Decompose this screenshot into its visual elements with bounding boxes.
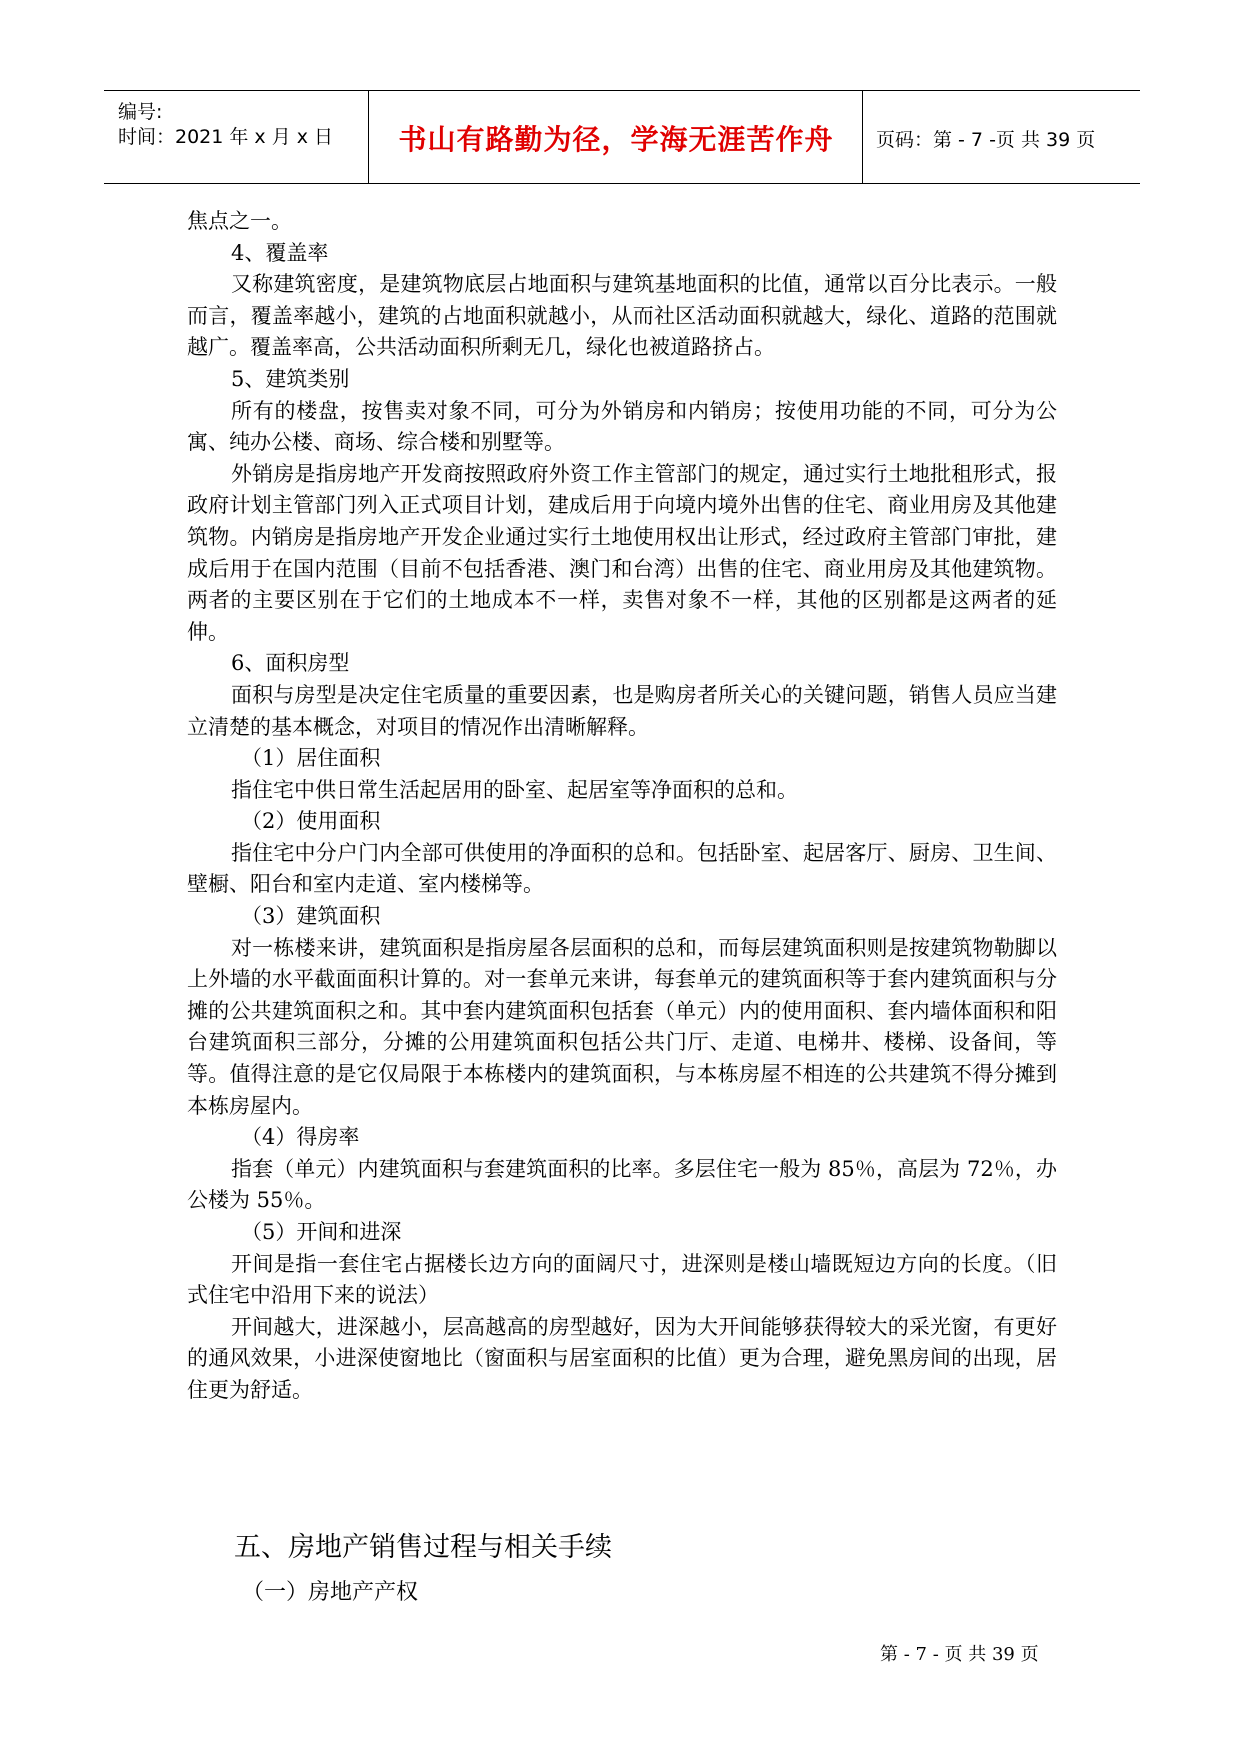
number-label: 编号: <box>118 101 163 123</box>
body-paragraph: 又称建筑密度，是建筑物底层占地面积与建筑基地面积的比值，通常以百分比表示。一般而言，覆盖率越小，建筑的占地面积就越小，从而社区活动面积就越大，绿化、道路的范围就越广。覆盖率高，公共活动面积所剩无几，绿化也被道路挤占。 <box>187 272 1057 360</box>
body-paragraph: 指住宅中供日常生活起居用的卧室、起居室等净面积的总和。 <box>231 777 798 802</box>
time-label: 时间：2021 年 x 月 x 日 <box>118 126 334 148</box>
body-paragraph: 面积与房型是决定住宅质量的重要因素，也是购房者所关心的关键问题，销售人员应当建立清楚的基本概念，对项目的情况作出清晰解释。 <box>187 682 1057 739</box>
page-footer: 第 - 7 - 页 共 39 页 <box>880 1644 1039 1665</box>
motto-text: 书山有路勤为径，学海无涯苦作舟 <box>398 123 834 156</box>
item-heading: （5）开间和进深 <box>241 1220 402 1244</box>
item-heading: 4、覆盖率 <box>231 240 329 265</box>
subsection-title: （一）房地产产权 <box>242 1580 419 1605</box>
header-left-cell <box>104 91 369 183</box>
header-right-cell <box>864 91 1140 183</box>
body-paragraph: 焦点之一。 <box>187 209 292 233</box>
item-heading: （3）建筑面积 <box>241 904 381 929</box>
body-paragraph: 外销房是指房地产开发商按照政府外资工作主管部门的规定，通过实行土地批租形式，报政府计划主管部门列入正式项目计划，建成后用于向境内境外出售的住宅、商业用房及其他建筑物。内销房是指房地产开发企业通过实行土地使用权出让形式，经过政府主管部门审批，建成后用于在国内范围（目前不包括香港、澳门和台湾）出售的住宅、商业用房及其他建筑物。两者的主要区别在于它们的土地成本不一样，卖售对象不一样，其他的区别都是这两者的延伸。 <box>187 461 1057 644</box>
body-paragraph: 对一栋楼来讲，建筑面积是指房屋各层面积的总和，而每层建筑面积则是按建筑物勒脚以上外墙的水平截面面积计算的。对一套单元来讲，每套单元的建筑面积等于套内建筑面积与分摊的公共建筑面积之和。其中套内建筑面积包括套（单元）内的使用面积、套内墙体面积和阳台建筑面积三部分，分摊的公用建筑面积包括公共门厅、走道、电梯井、楼梯、设备间，等等。值得注意的是它仅局限于本栋楼内的建筑面积，与本栋房屋不相连的公共建筑不得分摊到本栋房屋内。 <box>187 935 1057 1118</box>
item-heading: 6、面积房型 <box>231 651 350 676</box>
body-paragraph: 指套（单元）内建筑面积与套建筑面积的比率。多层住宅一般为 85％，高层为 72％，办公楼为 55％。 <box>187 1156 1057 1213</box>
page-code: 页码：第 - 7 -页 共 39 页 <box>876 129 1096 151</box>
item-heading: 5、建筑类别 <box>231 366 350 391</box>
header-motto-cell <box>370 91 863 183</box>
section-title: 五、房地产销售过程与相关手续 <box>234 1532 612 1563</box>
document-header <box>104 90 1140 184</box>
item-heading: （1）居住面积 <box>241 746 381 771</box>
body-paragraph: 所有的楼盘，按售卖对象不同，可分为外销房和内销房；按使用功能的不同，可分为公寓、纯办公楼、商场、综合楼和别墅等。 <box>187 398 1057 455</box>
item-heading: （4）得房率 <box>241 1125 360 1150</box>
body-paragraph: 开间是指一套住宅占据楼长边方向的面阔尺寸，进深则是楼山墙既短边方向的长度。（旧式住宅中沿用下来的说法） <box>187 1251 1057 1308</box>
document-body <box>187 206 1057 1407</box>
body-paragraph: 开间越大，进深越小，层高越高的房型越好，因为大开间能够获得较大的采光窗，有更好的通风效果，小进深使窗地比（窗面积与居室面积的比值）更为合理，避免黑房间的出现，居住更为舒适。 <box>187 1314 1057 1402</box>
item-heading: （2）使用面积 <box>241 809 381 834</box>
body-paragraph: 指住宅中分户门内全部可供使用的净面积的总和。包括卧室、起居客厅、厨房、卫生间、壁橱、阳台和室内走道、室内楼梯等。 <box>187 840 1057 897</box>
